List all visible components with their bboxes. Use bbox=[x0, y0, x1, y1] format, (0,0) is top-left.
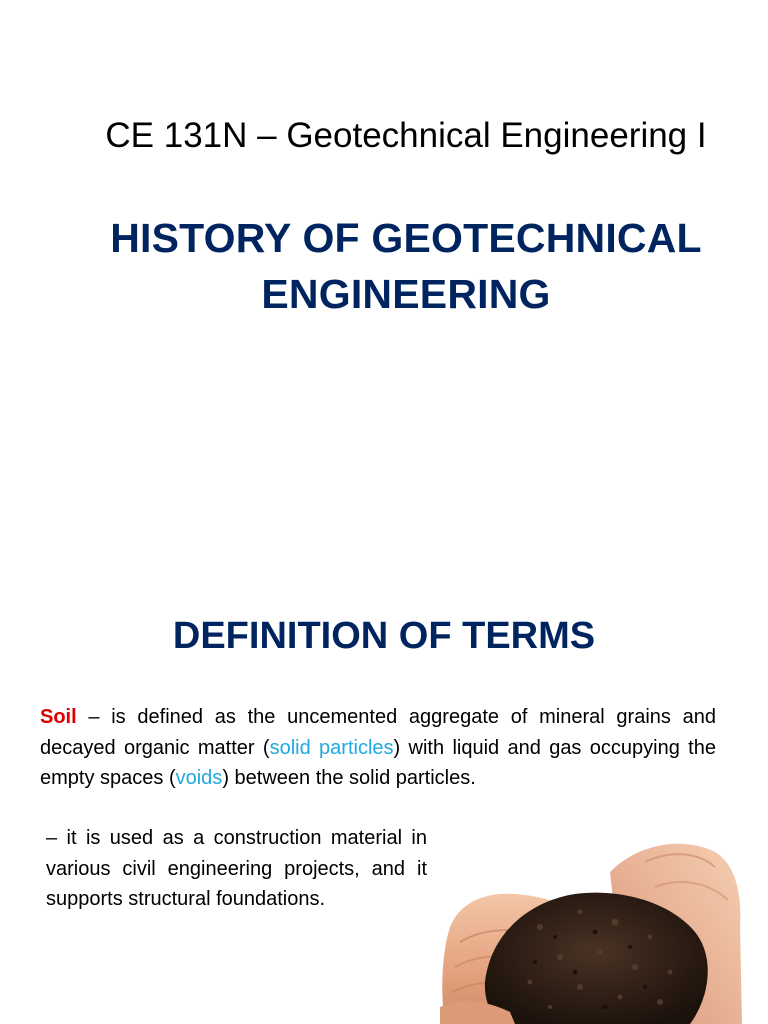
soil-usage-text: – it is used as a construction material in various civil engineering projects, and it supports structural foundations. bbox=[46, 827, 427, 910]
soil-definition bbox=[40, 702, 716, 794]
main-title-line-2: ENGINEERING bbox=[261, 271, 551, 317]
definition-text-1: – is defined as the uncemented aggregate of mineral grains and decayed organic matter ( bbox=[40, 706, 716, 759]
section-title: DEFINITION OF TERMS bbox=[172, 615, 596, 657]
term-soil: Soil bbox=[40, 706, 77, 728]
highlight-solid-particles: solid particles bbox=[269, 736, 394, 759]
highlight-voids: voids bbox=[175, 767, 223, 789]
definition-text-2: ) with liquid and gas occupying the empty spaces ( bbox=[40, 736, 716, 789]
hands-holding-soil-image bbox=[440, 832, 742, 1024]
definition-text-3: ) between the solid particles. bbox=[222, 767, 476, 789]
course-title: CE 131N – Geotechnical Engineering I bbox=[105, 116, 707, 155]
main-title bbox=[40, 210, 768, 322]
soil-photo bbox=[440, 832, 742, 1024]
main-title-line-1: HISTORY OF GEOTECHNICAL bbox=[110, 215, 702, 261]
